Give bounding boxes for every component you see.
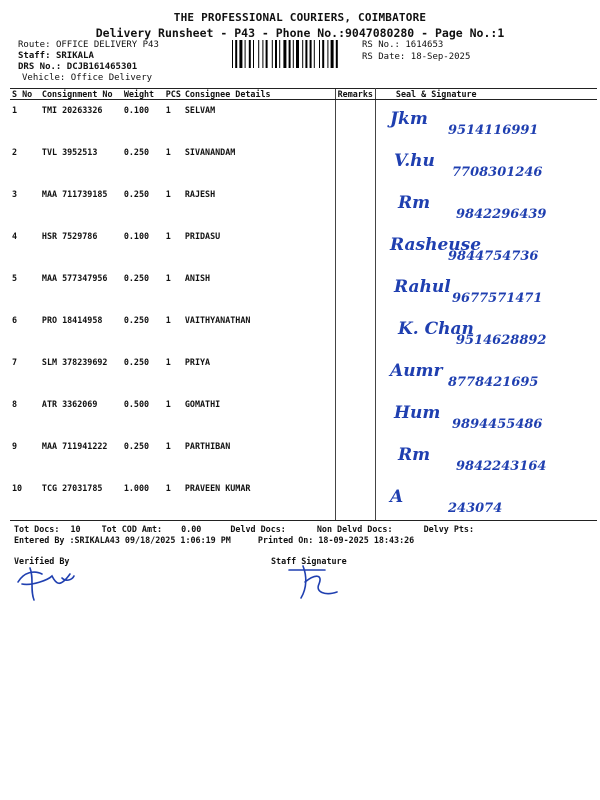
cell-sno: 4 [12, 231, 18, 241]
entered-by-label: Entered By : [14, 535, 75, 545]
signature-phone: 8778421695 [447, 375, 539, 390]
barcode-bar [262, 40, 263, 68]
vehicle-value: Office Delivery [70, 73, 153, 83]
cell-signature [375, 352, 597, 394]
cell-consignee: SIVANANDAM [184, 147, 236, 157]
cell-signature [375, 184, 597, 226]
cell-signature [375, 268, 597, 310]
cell-consignment: ATR 3362069 [41, 399, 98, 409]
rs-no-label: RS No.: [362, 40, 400, 50]
cell-weight: 0.250 [123, 147, 150, 157]
signature-name: Rahul [393, 277, 451, 297]
verified-signature [12, 560, 92, 604]
cell-pcs: 1 [165, 441, 171, 451]
barcode-bar [310, 40, 312, 68]
delvy-pts-label: Delvy Pts: [423, 524, 474, 534]
handwritten-signature [376, 228, 596, 268]
signature-name: A [389, 487, 404, 507]
table-row [10, 100, 597, 143]
signature-name: Aumr [389, 361, 443, 381]
delvd-docs-label: Delvd Docs: [230, 524, 286, 534]
handwritten-signature [376, 438, 596, 478]
cell-consignee: SELVAM [184, 105, 216, 115]
rs-no-line [362, 40, 443, 51]
cell-sno: 2 [12, 147, 18, 157]
barcode-bar [279, 40, 280, 68]
barcode-bar [275, 40, 277, 68]
handwritten-signature [376, 312, 596, 352]
staff-value: SRIKALA [55, 51, 94, 61]
cell-pcs: 1 [165, 105, 171, 115]
cell-remarks [335, 100, 375, 143]
staff-signature-label: Staff Signature [271, 556, 347, 566]
cell-sno: 6 [12, 315, 18, 325]
signature-name: Rasheuse [389, 235, 481, 255]
cell-pcs: 1 [165, 357, 171, 367]
tot-docs-value: 10 [70, 524, 81, 534]
handwritten-signature [376, 354, 596, 394]
col-sno: S No [10, 89, 40, 100]
cell-consignment: PRO 18414958 [41, 315, 103, 325]
table-row [10, 268, 597, 310]
cell-remarks [335, 226, 375, 268]
cell-signature [375, 478, 597, 521]
cell-consignee: PRIYA [184, 357, 211, 367]
cell-consignee: RAJESH [184, 189, 216, 199]
runsheet-subtitle: Delivery Runsheet - P43 - Phone No.:9047080280 - Page No.:1 [95, 26, 505, 40]
cell-weight: 0.500 [123, 399, 150, 409]
barcode-bar [296, 40, 299, 68]
cell-consignment: MAA 577347956 [41, 273, 108, 283]
vehicle-line [22, 73, 152, 84]
cell-pcs: 1 [165, 189, 171, 199]
barcode-bar [305, 40, 307, 68]
cell-signature [375, 100, 597, 143]
barcode-bar [239, 40, 242, 68]
printed-on-value: 18-09-2025 18:43:26 [318, 535, 415, 545]
cell-consignment: TCG 27031785 [40, 478, 122, 521]
cell-remarks [335, 310, 375, 352]
cell-remarks [335, 478, 375, 521]
cell-remarks [335, 352, 375, 394]
rs-date-value: 18-Sep-2025 [410, 52, 471, 62]
col-consignment: Consignment No [40, 89, 122, 100]
signature-name: Hum [393, 403, 441, 423]
route-value: OFFICE DELIVERY P43 [55, 40, 159, 50]
signature-phone: 9514628892 [455, 333, 547, 348]
drs-value: DCJB161465301 [66, 62, 138, 72]
cell-sno: 5 [12, 273, 18, 283]
table-row [10, 394, 597, 436]
staff-signature-mark [285, 560, 355, 604]
handwritten-signature [376, 186, 596, 226]
cell-consignee: PRIDASU [184, 231, 221, 241]
table-row [10, 310, 597, 352]
entered-line [14, 535, 414, 545]
table-row [10, 352, 597, 394]
delivery-table [10, 88, 597, 521]
cell-sno: 3 [12, 189, 18, 199]
col-consignee: Consignee Details [183, 89, 335, 100]
cell-pcs: 1 [165, 231, 171, 241]
col-remarks: Remarks [335, 89, 375, 100]
table-row [10, 436, 597, 478]
cell-pcs: 1 [164, 478, 183, 521]
cell-weight: 0.100 [123, 231, 150, 241]
barcode-bar [327, 40, 328, 68]
signature-name: V.hu [393, 151, 435, 171]
barcode-bar [245, 40, 246, 68]
cell-consignment: TMI 20263326 [41, 105, 103, 115]
cell-signature [375, 310, 597, 352]
cell-weight: 1.000 [122, 478, 164, 521]
cell-signature [375, 436, 597, 478]
signature-name: Rm [397, 193, 431, 213]
col-signature: Seal & Signature [375, 89, 597, 100]
cell-consignee: VAITHYANATHAN [184, 315, 251, 325]
table-row [10, 226, 597, 268]
barcode-bar [272, 40, 273, 68]
signature-phone: 9844754736 [447, 249, 539, 264]
barcode-bar [319, 40, 320, 68]
barcode-bar [293, 40, 294, 68]
cell-consignment: SLM 378239692 [41, 357, 108, 367]
staff-label: Staff: [18, 51, 51, 61]
staff-line [18, 51, 94, 62]
totals-line [14, 524, 474, 534]
cell-consignment: MAA 711739185 [41, 189, 108, 199]
table-row [10, 478, 597, 521]
cell-signature [375, 394, 597, 436]
cell-consignment: HSR 7529786 [41, 231, 98, 241]
cell-weight: 0.250 [123, 273, 150, 283]
tot-cod-label: Tot COD Amt: [101, 524, 163, 534]
signature-phone: 243074 [447, 501, 503, 516]
cell-signature [375, 142, 597, 184]
signature-phone: 9894455486 [451, 417, 543, 432]
signature-name: Jkm [389, 109, 428, 129]
cell-remarks [335, 142, 375, 184]
barcode-bar [232, 40, 233, 68]
route-label: Route: [18, 40, 51, 50]
handwritten-signature [376, 270, 596, 310]
signature-phone: 9842243164 [455, 459, 547, 474]
printed-on-label: Printed On: [257, 535, 314, 545]
barcode-bar [258, 40, 259, 68]
cell-pcs: 1 [165, 147, 171, 157]
barcode-bar [336, 40, 338, 68]
rs-no-value: 1614653 [405, 40, 444, 50]
cell-signature [375, 226, 597, 268]
cell-remarks [335, 436, 375, 478]
barcode-bar [266, 40, 268, 68]
verified-by-label: Verified By [14, 556, 70, 566]
barcode-bar [302, 40, 303, 68]
cell-pcs: 1 [165, 315, 171, 325]
signature-name: Rm [397, 445, 431, 465]
barcode-bar [253, 40, 254, 68]
barcode-bar [235, 40, 237, 68]
tot-cod-value: 0.00 [181, 524, 202, 534]
cell-sno: 9 [12, 441, 18, 451]
drs-label: DRS No.: [18, 62, 62, 72]
cell-consignee: GOMATHI [184, 399, 221, 409]
cell-consignee: PARTHIBAN [184, 441, 231, 451]
handwritten-signature [376, 144, 596, 184]
cell-weight: 0.250 [123, 315, 150, 325]
drs-line [18, 62, 137, 73]
signature-phone: 9842296439 [455, 207, 547, 222]
col-pcs: PCS [165, 89, 181, 99]
barcode-bar [283, 40, 286, 68]
cell-consignee: PRAVEEN KUMAR [183, 478, 335, 521]
cell-pcs: 1 [165, 273, 171, 283]
barcode-bar [331, 40, 334, 68]
cell-sno: 8 [12, 399, 18, 409]
barcode-bar [314, 40, 315, 68]
tot-docs-label: Tot Docs: [14, 524, 60, 534]
signature-name: K. Chan [397, 319, 474, 339]
signature-phone: 7708301246 [451, 165, 543, 180]
entered-by-value: SRIKALA43 09/18/2025 1:06:19 PM [74, 535, 231, 545]
table-row [10, 184, 597, 226]
company-title: THE PROFESSIONAL COURIERS, COIMBATORE [173, 11, 427, 24]
cell-sno: 10 [10, 478, 40, 521]
cell-remarks [335, 184, 375, 226]
handwritten-signature [376, 102, 596, 142]
cell-weight: 0.250 [123, 357, 150, 367]
barcode-bar [249, 40, 251, 68]
cell-weight: 0.100 [123, 105, 150, 115]
cell-consignment: TVL 3952513 [41, 147, 98, 157]
vehicle-label: Vehicle: [22, 73, 66, 83]
cell-consignee: ANISH [184, 273, 211, 283]
cell-pcs: 1 [165, 399, 171, 409]
handwritten-signature [376, 480, 596, 520]
rs-date-line [362, 52, 470, 63]
barcode [232, 40, 358, 68]
cell-sno: 1 [12, 105, 18, 115]
handwritten-signature [376, 396, 596, 436]
cell-remarks [335, 394, 375, 436]
cell-weight: 0.250 [123, 189, 150, 199]
signature-phone: 9514116991 [447, 123, 539, 138]
route-line [18, 40, 159, 51]
table-row [10, 142, 597, 184]
non-delvd-docs-label: Non Delvd Docs: [316, 524, 393, 534]
cell-remarks [335, 268, 375, 310]
col-weight: Weight [122, 89, 164, 100]
table-header-row [10, 89, 597, 100]
barcode-bar [289, 40, 291, 68]
signature-phone: 9677571471 [451, 291, 543, 306]
cell-weight: 0.250 [123, 441, 150, 451]
cell-sno: 7 [12, 357, 18, 367]
rs-date-label: RS Date: [362, 52, 406, 62]
barcode-bar [322, 40, 324, 68]
cell-consignment: MAA 711941222 [41, 441, 108, 451]
